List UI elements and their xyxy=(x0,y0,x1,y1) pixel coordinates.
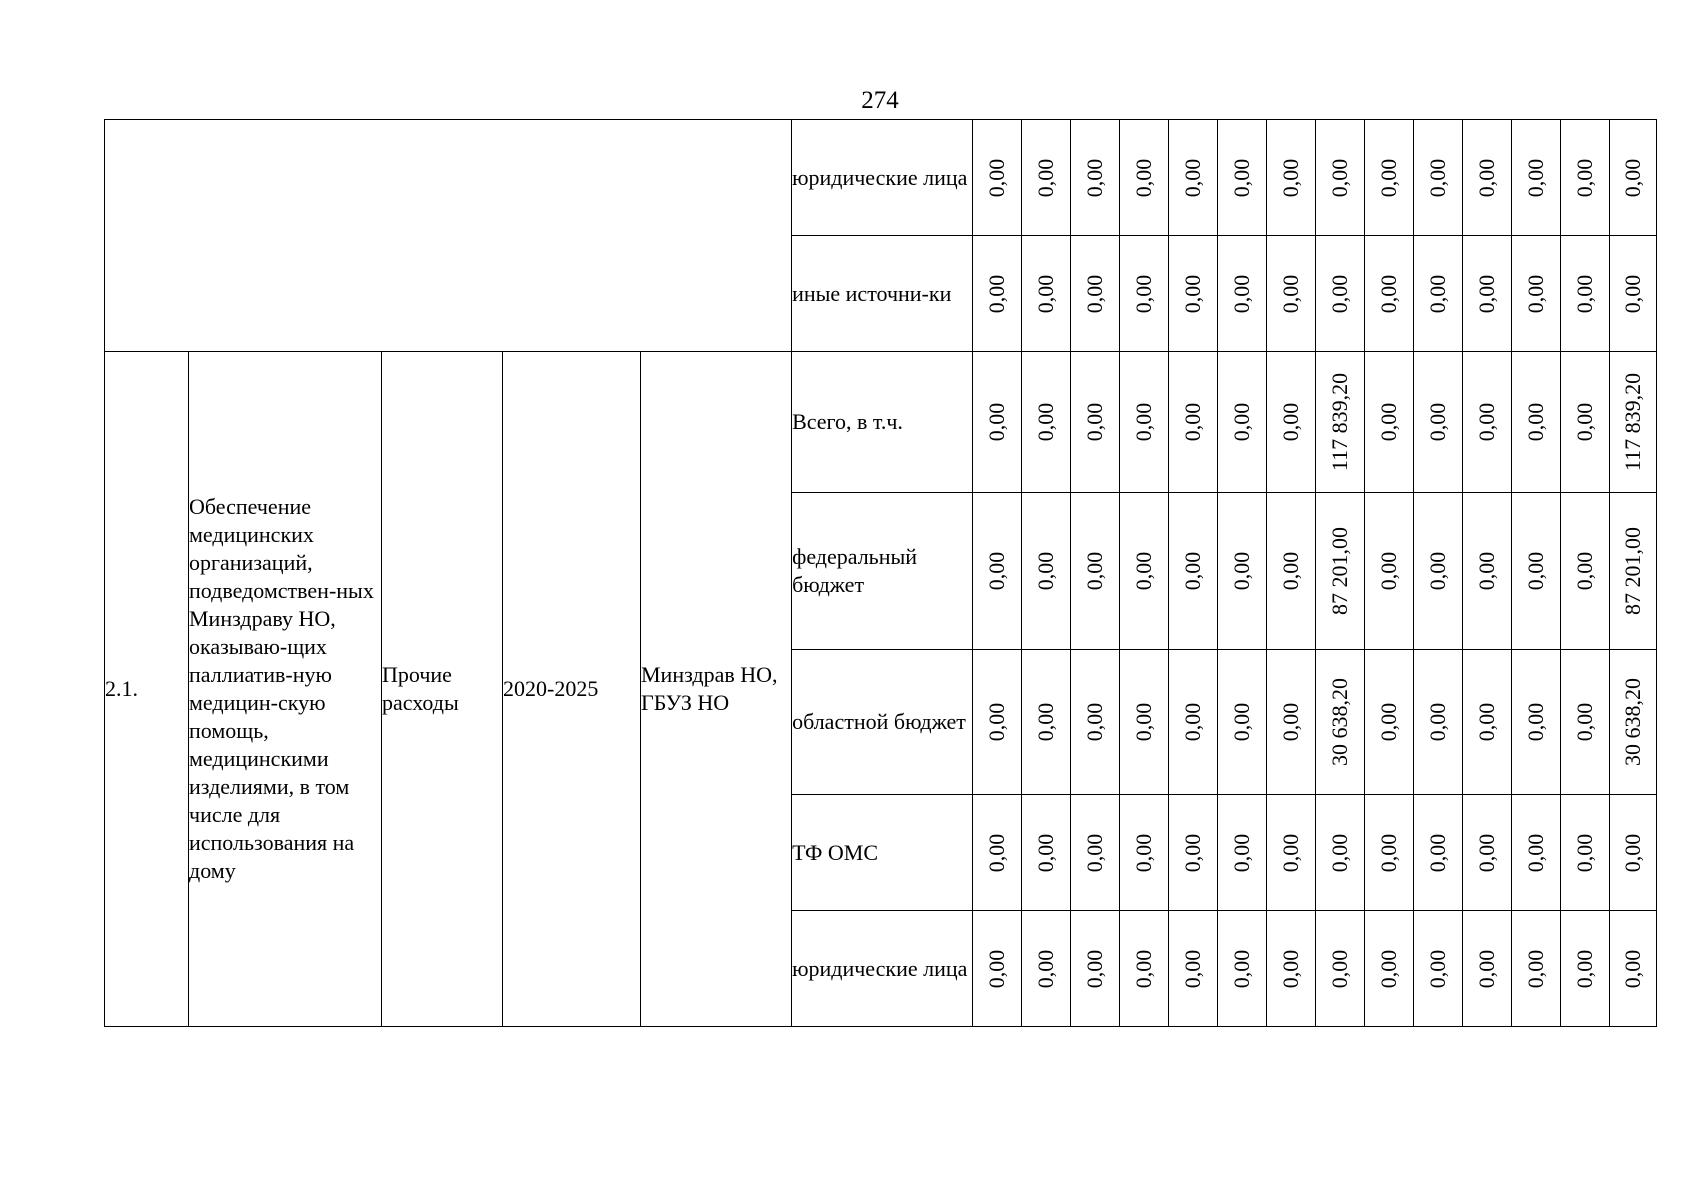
value-cell: 0,00 xyxy=(973,120,1022,236)
value-cell: 0,00 xyxy=(1512,352,1561,493)
source-label: ТФ ОМС xyxy=(792,795,973,911)
value-cell: 0,00 xyxy=(1022,236,1071,352)
value-cell: 0,00 xyxy=(1022,911,1071,1027)
value-cell: 0,00 xyxy=(1120,911,1169,1027)
value-cell: 117 839,20 xyxy=(1316,352,1365,493)
value-cell: 0,00 xyxy=(1463,493,1512,650)
value-cell: 0,00 xyxy=(1022,650,1071,795)
value-cell: 0,00 xyxy=(1365,795,1414,911)
value-cell: 0,00 xyxy=(973,650,1022,795)
value-cell: 0,00 xyxy=(1365,236,1414,352)
value-cell: 0,00 xyxy=(1120,236,1169,352)
value-cell: 0,00 xyxy=(1414,352,1463,493)
value-cell: 0,00 xyxy=(1022,493,1071,650)
value-cell: 0,00 xyxy=(1169,493,1218,650)
period: 2020-2025 xyxy=(503,352,641,1027)
value-cell: 0,00 xyxy=(1071,911,1120,1027)
value-cell: 0,00 xyxy=(1218,236,1267,352)
value-cell: 0,00 xyxy=(1267,795,1316,911)
value-cell: 0,00 xyxy=(1365,352,1414,493)
value-cell: 0,00 xyxy=(1561,352,1610,493)
value-cell: 0,00 xyxy=(1512,120,1561,236)
value-cell: 0,00 xyxy=(1169,120,1218,236)
value-cell: 0,00 xyxy=(1120,352,1169,493)
value-cell: 0,00 xyxy=(1610,795,1657,911)
value-cell: 0,00 xyxy=(1463,911,1512,1027)
value-cell: 0,00 xyxy=(1120,493,1169,650)
value-cell: 0,00 xyxy=(1071,120,1120,236)
executor: Минздрав НО, ГБУЗ НО xyxy=(641,352,792,1027)
value-cell: 0,00 xyxy=(1218,795,1267,911)
value-cell: 0,00 xyxy=(973,795,1022,911)
value-cell: 0,00 xyxy=(1169,352,1218,493)
value-cell: 0,00 xyxy=(1022,795,1071,911)
value-cell: 0,00 xyxy=(1218,352,1267,493)
value-cell: 0,00 xyxy=(1365,911,1414,1027)
value-cell: 0,00 xyxy=(1365,120,1414,236)
value-cell: 0,00 xyxy=(1463,795,1512,911)
value-cell: 0,00 xyxy=(1071,795,1120,911)
value-cell: 0,00 xyxy=(1561,236,1610,352)
value-cell: 0,00 xyxy=(973,236,1022,352)
value-cell: 0,00 xyxy=(1561,493,1610,650)
value-cell: 0,00 xyxy=(1512,493,1561,650)
value-cell: 0,00 xyxy=(1316,795,1365,911)
value-cell: 0,00 xyxy=(1169,795,1218,911)
value-cell: 0,00 xyxy=(1414,120,1463,236)
value-cell: 0,00 xyxy=(1463,650,1512,795)
value-cell: 0,00 xyxy=(1512,911,1561,1027)
value-cell: 0,00 xyxy=(1561,120,1610,236)
source-label: областной бюджет xyxy=(792,650,973,795)
table-row xyxy=(105,352,1657,493)
value-cell: 0,00 xyxy=(1120,795,1169,911)
source-label: юридические лица xyxy=(792,120,973,236)
page-number: 274 xyxy=(861,87,899,114)
value-cell: 0,00 xyxy=(1120,120,1169,236)
table-row xyxy=(105,120,1657,236)
value-cell: 0,00 xyxy=(973,493,1022,650)
value-cell: 0,00 xyxy=(1071,236,1120,352)
value-cell: 0,00 xyxy=(1414,911,1463,1027)
value-cell: 0,00 xyxy=(1267,650,1316,795)
value-cell: 0,00 xyxy=(1071,493,1120,650)
value-cell: 0,00 xyxy=(1365,650,1414,795)
value-cell: 0,00 xyxy=(1512,236,1561,352)
value-cell: 0,00 xyxy=(1169,650,1218,795)
value-cell: 0,00 xyxy=(1463,236,1512,352)
value-cell: 0,00 xyxy=(1610,236,1657,352)
value-cell: 0,00 xyxy=(1414,236,1463,352)
value-cell: 0,00 xyxy=(1365,493,1414,650)
value-cell: 0,00 xyxy=(1218,911,1267,1027)
value-cell: 0,00 xyxy=(1071,352,1120,493)
value-cell: 0,00 xyxy=(1267,493,1316,650)
value-cell: 0,00 xyxy=(1316,120,1365,236)
value-cell: 0,00 xyxy=(1267,120,1316,236)
value-cell: 0,00 xyxy=(1022,120,1071,236)
value-cell: 0,00 xyxy=(973,352,1022,493)
value-cell: 0,00 xyxy=(1316,911,1365,1027)
value-cell: 0,00 xyxy=(1561,650,1610,795)
value-cell: 0,00 xyxy=(973,911,1022,1027)
value-cell: 0,00 xyxy=(1414,493,1463,650)
value-cell: 0,00 xyxy=(1022,352,1071,493)
value-cell: 0,00 xyxy=(1561,911,1610,1027)
value-cell: 0,00 xyxy=(1071,650,1120,795)
value-cell: 87 201,00 xyxy=(1316,493,1365,650)
value-cell: 0,00 xyxy=(1316,236,1365,352)
item-number: 2.1. xyxy=(105,352,189,1027)
value-cell: 0,00 xyxy=(1610,120,1657,236)
value-cell: 0,00 xyxy=(1414,795,1463,911)
value-cell: 0,00 xyxy=(1561,795,1610,911)
value-cell: 0,00 xyxy=(1267,236,1316,352)
value-cell: 0,00 xyxy=(1169,236,1218,352)
value-cell: 117 839,20 xyxy=(1610,352,1657,493)
value-cell: 87 201,00 xyxy=(1610,493,1657,650)
value-cell: 0,00 xyxy=(1218,650,1267,795)
source-label: Всего, в т.ч. xyxy=(792,352,973,493)
source-label: юридические лица xyxy=(792,911,973,1027)
value-cell: 0,00 xyxy=(1218,120,1267,236)
value-cell: 0,00 xyxy=(1463,120,1512,236)
value-cell: 0,00 xyxy=(1120,650,1169,795)
item-description: Обеспечение медицинских организаций, подведомствен-ных Минздраву НО, оказываю-щих паллиатив-ную медицин-скую помощь, медицинскими изделиями, в том числе для использования на дому xyxy=(189,352,382,1027)
value-cell: 0,00 xyxy=(1610,911,1657,1027)
value-cell: 0,00 xyxy=(1414,650,1463,795)
source-label: иные источни-ки xyxy=(792,236,973,352)
value-cell: 0,00 xyxy=(1463,352,1512,493)
expense-type: Прочие расходы xyxy=(382,352,503,1027)
value-cell: 0,00 xyxy=(1512,650,1561,795)
value-cell: 0,00 xyxy=(1169,911,1218,1027)
value-cell: 0,00 xyxy=(1218,493,1267,650)
value-cell: 30 638,20 xyxy=(1316,650,1365,795)
blank-merged-cell xyxy=(105,120,792,352)
value-cell: 0,00 xyxy=(1267,911,1316,1027)
value-cell: 0,00 xyxy=(1512,795,1561,911)
source-label: федеральный бюджет xyxy=(792,493,973,650)
budget-table xyxy=(104,119,1657,1027)
value-cell: 30 638,20 xyxy=(1610,650,1657,795)
value-cell: 0,00 xyxy=(1267,352,1316,493)
